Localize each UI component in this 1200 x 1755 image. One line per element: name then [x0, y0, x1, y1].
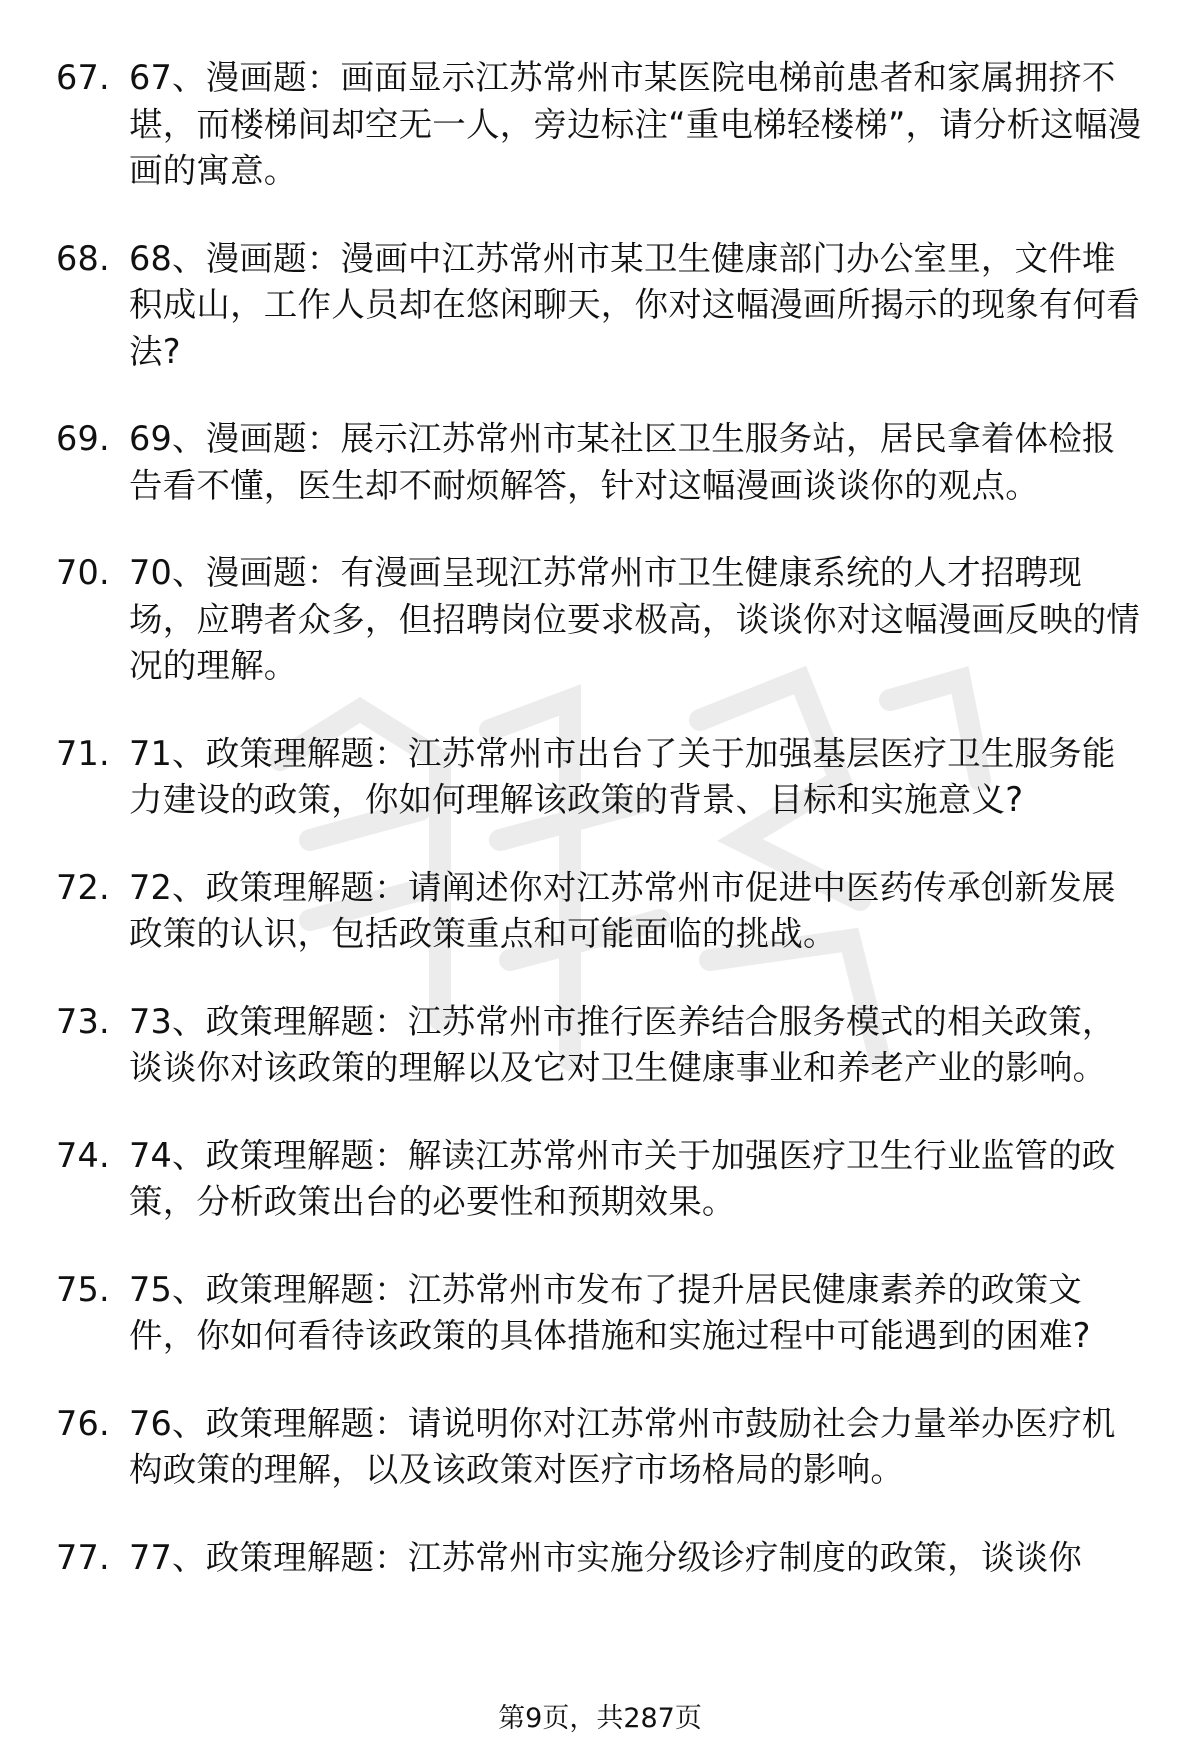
- list-item: [0, 1401, 1200, 1494]
- list-item: [0, 236, 1200, 376]
- question-text: 75、政策理解题：江苏常州市发布了提升居民健康素养的政策文件，你如何看待该政策的具体措施和实施过程中可能遇到的困难?: [129, 1269, 1091, 1355]
- question-text: 67、漫画题：画面显示江苏常州市某医院电梯前患者和家属拥挤不堪，而楼梯间却空无一人，旁边标注“重电梯轻楼梯”，请分析这幅漫画的寓意。: [129, 58, 1142, 190]
- list-item: [0, 731, 1200, 824]
- question-text: 70、漫画题：有漫画呈现江苏常州市卫生健康系统的人才招聘现场，应聘者众多，但招聘岗位要求极高，谈谈你对这幅漫画反映的情况的理解。: [129, 553, 1140, 685]
- question-number: 69.: [56, 419, 110, 458]
- question-number: 71.: [56, 733, 110, 773]
- question-number: 74.: [56, 1135, 110, 1175]
- question-number: 73.: [56, 1001, 110, 1041]
- list-item: [0, 999, 1200, 1092]
- question-text: 68、漫画题：漫画中江苏常州市某卫生健康部门办公室里，文件堆积成山，工作人员却在悠闲聊天，你对这幅漫画所揭示的现象有何看法?: [129, 238, 1140, 371]
- question-list: [0, 55, 1200, 1622]
- question-text: 72、政策理解题：请阐述你对江苏常州市促进中医药传承创新发展政策的认识，包括政策重点和可能面临的挑战。: [129, 867, 1116, 953]
- list-item: [0, 1535, 1200, 1582]
- question-number: 75.: [56, 1269, 110, 1309]
- list-item: [0, 416, 1200, 509]
- question-number: 77.: [56, 1537, 110, 1577]
- question-text: 77、政策理解题：江苏常州市实施分级诊疗制度的政策，谈谈你: [129, 1537, 1082, 1577]
- list-item: [0, 1133, 1200, 1226]
- question-text: 76、政策理解题：请说明你对江苏常州市鼓励社会力量举办医疗机构政策的理解，以及该政策对医疗市场格局的影响。: [129, 1403, 1116, 1489]
- page-number-footer: 第9页，共287页: [498, 1703, 702, 1734]
- question-number: 76.: [56, 1403, 110, 1443]
- list-item: [0, 1267, 1200, 1360]
- list-item: [0, 865, 1200, 958]
- question-number: 70.: [56, 553, 110, 592]
- question-number: 72.: [56, 867, 110, 907]
- question-number: 68.: [56, 238, 110, 278]
- question-text: 69、漫画题：展示江苏常州市某社区卫生服务站，居民拿着体检报告看不懂，医生却不耐烦解答，针对这幅漫画谈谈你的观点。: [129, 419, 1116, 505]
- question-number: 67.: [56, 58, 110, 97]
- question-text: 71、政策理解题：江苏常州市出台了关于加强基层医疗卫生服务能力建设的政策，你如何理解该政策的背景、目标和实施意义?: [129, 733, 1116, 819]
- list-item: [0, 550, 1200, 690]
- list-item: [0, 55, 1200, 195]
- question-text: 74、政策理解题：解读江苏常州市关于加强医疗卫生行业监管的政策，分析政策出台的必要性和预期效果。: [129, 1135, 1116, 1221]
- question-text: 73、政策理解题：江苏常州市推行医养结合服务模式的相关政策，谈谈你对该政策的理解以及它对卫生健康事业和养老产业的影响。: [129, 1001, 1116, 1087]
